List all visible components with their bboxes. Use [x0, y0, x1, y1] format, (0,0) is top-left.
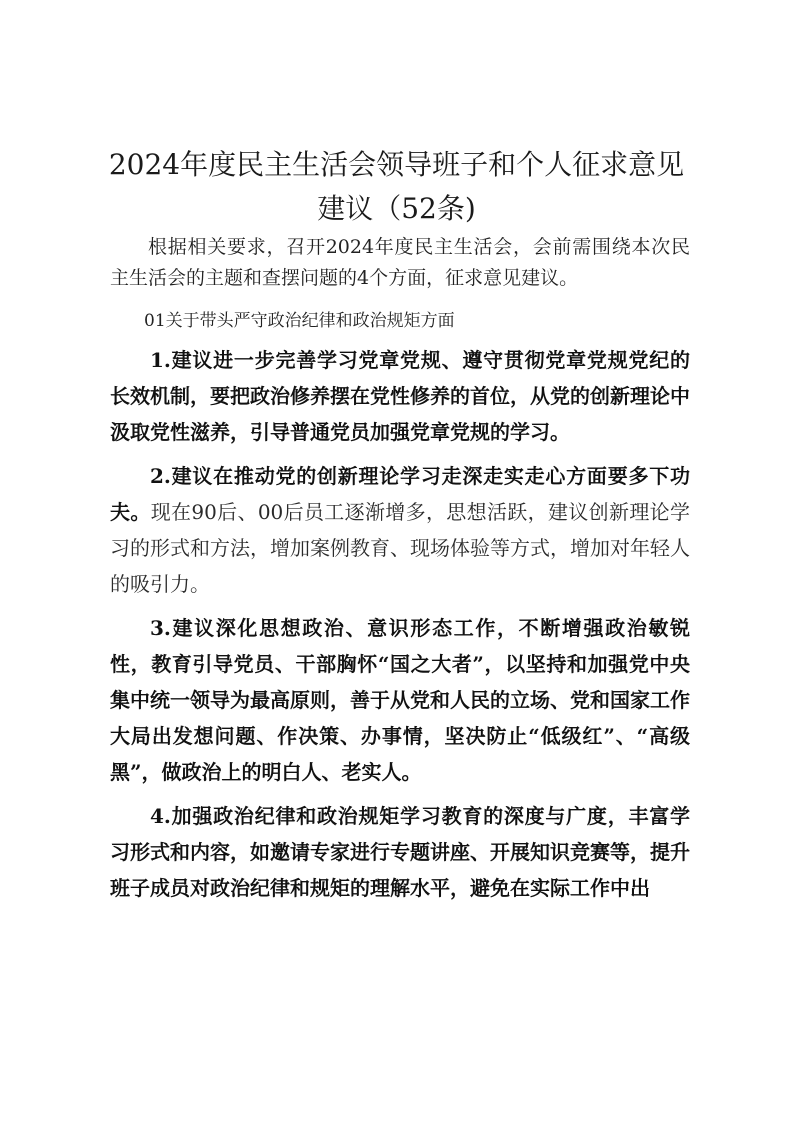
intro-paragraph: 根据相关要求，召开2024年度民主生活会，会前需围绕本次民主生活会的主题和查摆问题的4个方面，征求意见建议。: [110, 236, 690, 289]
suggestion-item-2-rest: 现在90后、00后员工逐渐增多，思想活跃，建议创新理论学习的形式和方法，增加案例教育、现场体验等方式，增加对年轻人的吸引力。: [110, 500, 691, 596]
suggestion-item-2: [110, 458, 690, 602]
document-body: [110, 232, 690, 906]
suggestion-item-4: 4.加强政治纪律和政治规矩学习教育的深度与广度，丰富学习形式和内容，如邀请专家进行专题讲座、开展知识竞赛等，提升班子成员对政治纪律和规矩的理解水平，避免在实际工作中出: [110, 804, 690, 900]
suggestion-item-3: 3.建议深化思想政治、意识形态工作，不断增强政治敏锐性，教育引导党员、干部胸怀“国之大者”，以坚持和加强党中央集中统一领导为最高原则，善于从党和人民的立场、党和国家工作大局出发想问题、作决策、办事情，坚决防止“低级红”、“高级黑”，做政治上的明白人、老实人。: [110, 616, 690, 784]
suggestion-item-1: 1.建议进一步完善学习党章党规、遵守贯彻党章党规党纪的长效机制，要把政治修养摆在党性修养的首位，从党的创新理论中汲取党性滋养，引导普通党员加强党章党规的学习。: [110, 348, 690, 444]
section-heading: 01关于带头严守政治纪律和政治规矩方面: [144, 311, 455, 331]
document-title: 2024年度民主生活会领导班子和个人征求意见建议（52条): [108, 148, 685, 225]
suggestion-item-2-lead: 2.建议在推动党的创新理论学习走深走实走心方面要多下功夫。: [110, 464, 690, 524]
